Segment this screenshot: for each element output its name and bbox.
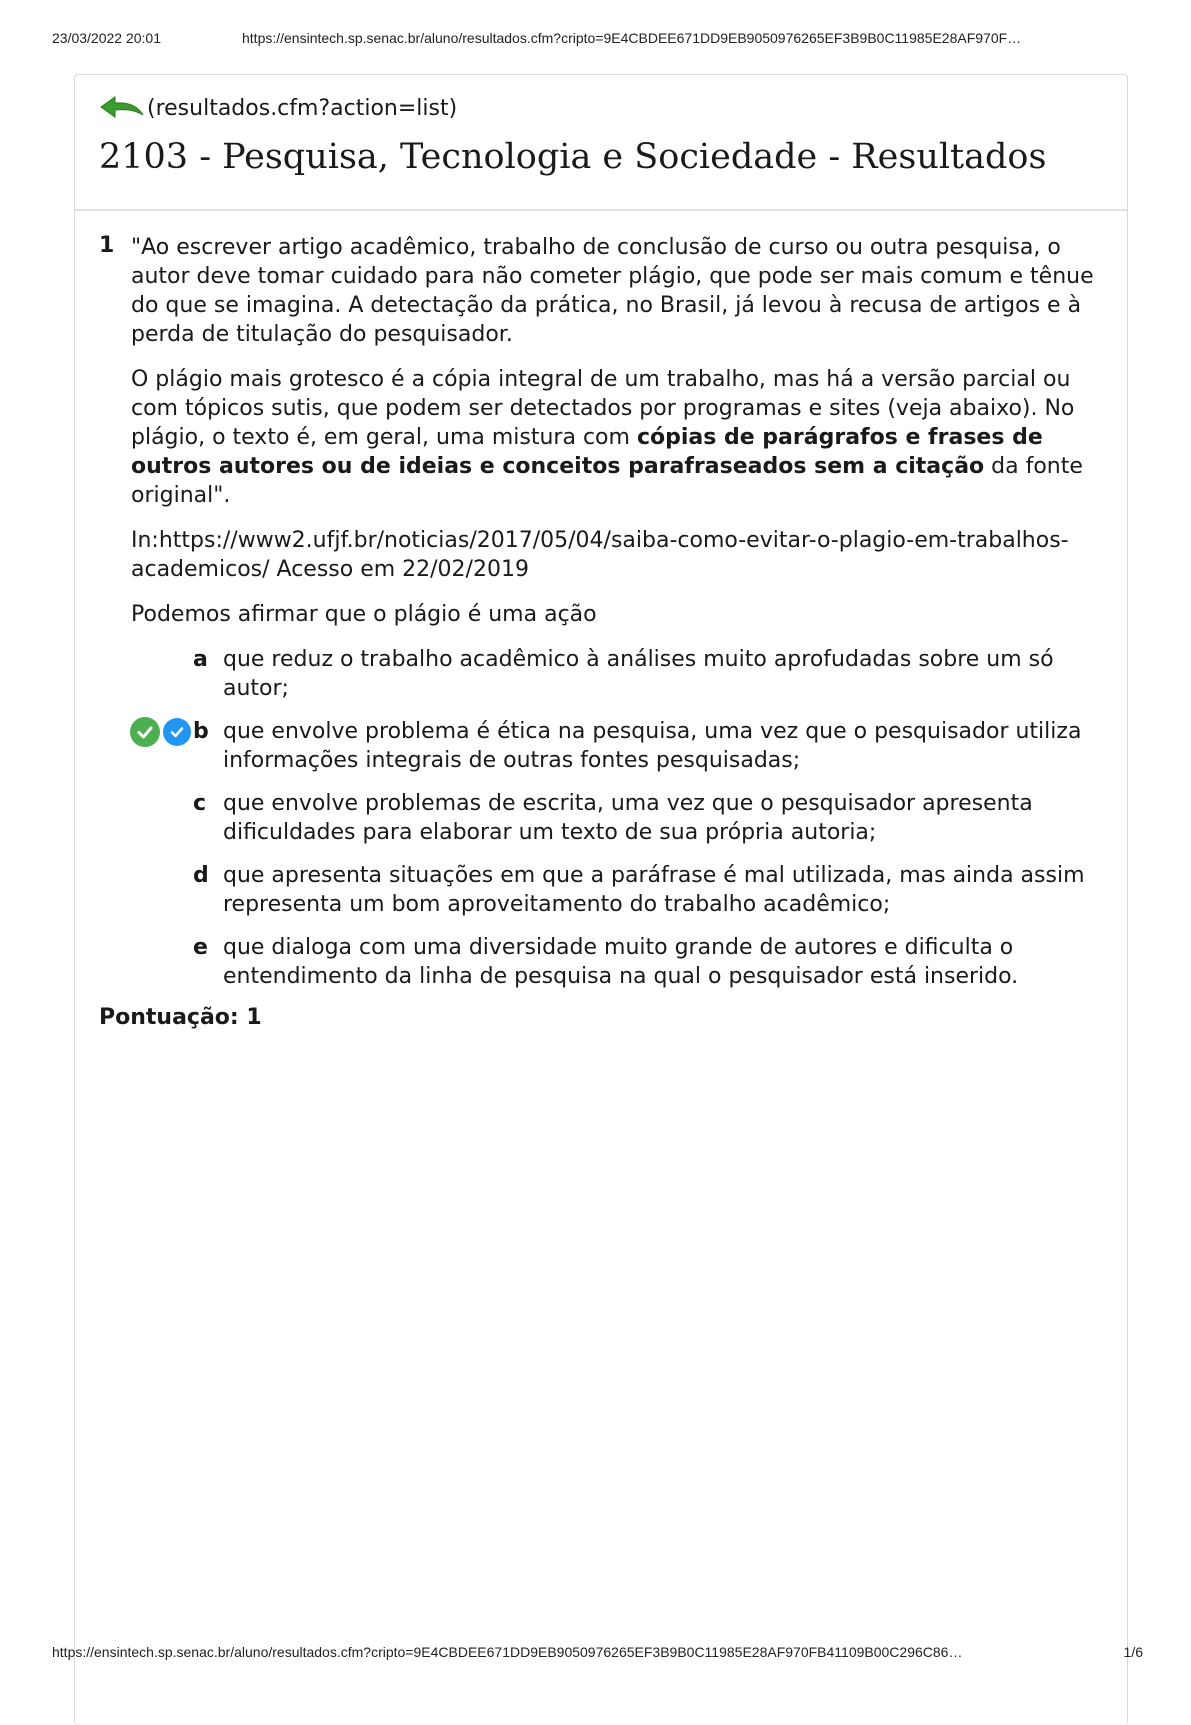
- paragraph-2-bold: cópias de parágrafos e frases de outros autores ou de ideias e conceitos parafraseados sem a citação: [131, 425, 1043, 479]
- score-label: Pontuação: 1: [99, 1005, 262, 1030]
- question-source: In:https://www2.ufjf.br/noticias/2017/05/04/saiba-como-evitar-o-plagio-em-trabalhos-academicos/ Acesso em 22/02/2019: [131, 528, 1069, 582]
- correct-check-icon: [130, 717, 160, 747]
- option-letter: e: [193, 935, 208, 960]
- print-header: [52, 30, 1131, 50]
- question-paragraph-2: [131, 365, 1099, 510]
- results-card: [74, 74, 1128, 1725]
- option-d[interactable]: [131, 861, 1099, 919]
- option-text: que apresenta situações em que a paráfrase é mal utilizada, mas ainda assim representa um bom aproveitamento do trabalho acadêmico;: [223, 863, 1085, 917]
- paragraph-2-end: da fonte original".: [131, 454, 1083, 508]
- option-letter: c: [193, 791, 207, 816]
- option-text: que reduz o trabalho acadêmico à análises muito aprofudadas sobre um só autor;: [223, 647, 1054, 701]
- card-header: [75, 75, 1127, 211]
- page-number: 1/6: [1123, 1644, 1143, 1660]
- print-url: https://ensintech.sp.senac.br/aluno/resultados.cfm?cripto=9E4CBDEE671DD9EB9050976265EF3B9B0C11985E28AF970F…: [242, 30, 1022, 46]
- print-footer: [52, 1644, 1143, 1664]
- page-title: 2103 - Pesquisa, Tecnologia e Sociedade - Resultados: [99, 137, 1047, 177]
- back-link-label: (resultados.cfm?action=list): [147, 95, 458, 121]
- question-paragraph-1: "Ao escrever artigo acadêmico, trabalho de conclusão de curso ou outra pesquisa, o autor deve tomar cuidado para não cometer plágio, que pode ser mais comum e tênue do que se imagina. A detectação da prática, no Brasil, já levou à recusa de artigos e à perda de titulação do pesquisador.: [131, 235, 1094, 347]
- option-letter: a: [193, 647, 208, 672]
- paragraph-2-start: O plágio mais grotesco é a cópia integral de um trabalho, mas há a versão parcial ou com tópicos sutis, que podem ser detectados por programas e sites (veja abaixo). No plágio, o texto é, em geral, uma mistura com: [131, 367, 1075, 450]
- option-text: que envolve problema é ética na pesquisa, uma vez que o pesquisador utiliza informações integrais de outras fontes pesquisadas;: [223, 719, 1082, 773]
- answer-marks: [130, 717, 191, 747]
- question-prompt: Podemos afirmar que o plágio é uma ação: [131, 602, 597, 627]
- answer-options: [131, 645, 1099, 991]
- back-to-list-link[interactable]: [99, 93, 457, 123]
- option-text: que envolve problemas de escrita, uma vez que o pesquisador apresenta dificuldades para elaborar um texto de sua própria autoria;: [223, 791, 1033, 845]
- question-body: [131, 233, 1099, 991]
- option-letter: b: [193, 719, 209, 744]
- option-b[interactable]: [131, 717, 1099, 775]
- option-text: que dialoga com uma diversidade muito grande de autores e dificulta o entendimento da linha de pesquisa na qual o pesquisador está inserido.: [223, 935, 1019, 989]
- question-number: 1: [99, 233, 115, 258]
- option-letter: d: [193, 863, 209, 888]
- footer-url: https://ensintech.sp.senac.br/aluno/resultados.cfm?cripto=9E4CBDEE671DD9EB9050976265EF3B9B0C11985E28AF970FB41109B00C296C86…: [52, 1644, 963, 1660]
- option-e[interactable]: [131, 933, 1099, 991]
- option-c[interactable]: [131, 789, 1099, 847]
- selected-check-icon: [163, 718, 191, 746]
- question-block: [99, 233, 1099, 1030]
- back-arrow-icon: [99, 93, 145, 123]
- print-date: 23/03/2022 20:01: [52, 30, 161, 46]
- option-a[interactable]: [131, 645, 1099, 703]
